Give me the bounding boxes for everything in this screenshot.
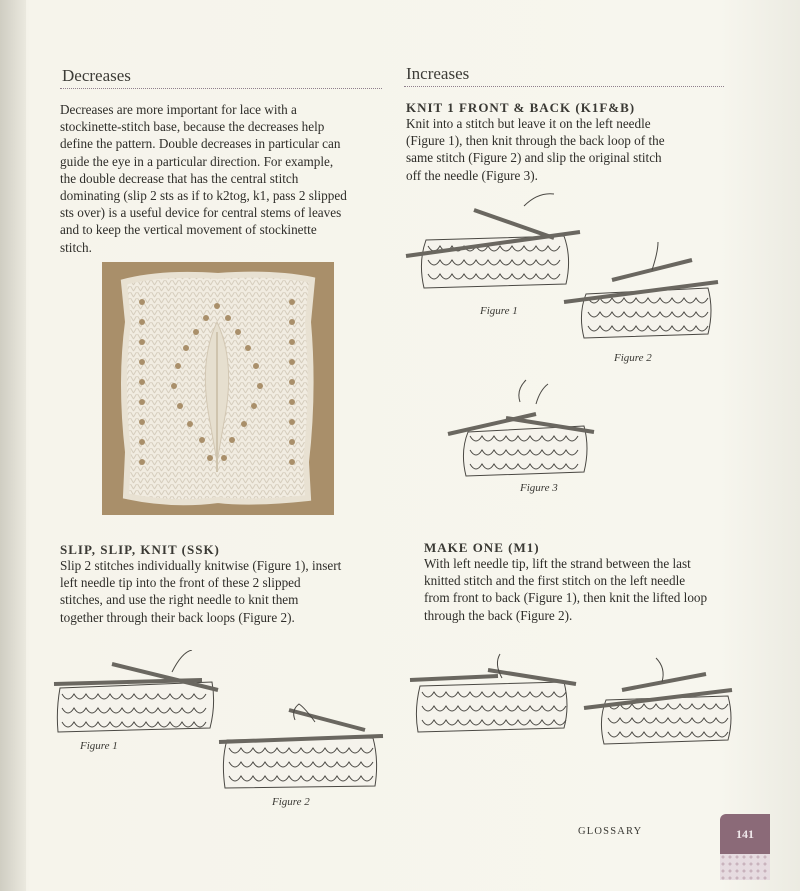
kfb-line: Knit into a stitch but leave it on the left needle (406, 116, 651, 131)
m1-paragraph (424, 555, 707, 624)
m1-line: knitted stitch and the first stitch on the left needle (424, 573, 686, 589)
decreases-line: dominating (slip 2 sts as if to k2tog, k1, pass 2 slipped (60, 188, 347, 204)
kfb-line: (Figure 1), then knit through the back loop of the (406, 133, 665, 149)
ssk-figure-2-illustration (215, 700, 387, 790)
decreases-divider (60, 88, 382, 89)
ssk-figure-2-caption: Figure 2 (272, 796, 310, 808)
decreases-line: stitch. (60, 239, 92, 255)
decreases-line: and to keep the vertical movement of stockinette (60, 222, 317, 238)
decreases-line: the double decrease that has the central stitch (60, 170, 299, 186)
kfb-figure-2-illustration (562, 240, 722, 340)
ssk-figure-1-caption: Figure 1 (80, 740, 118, 752)
kfb-figure-3-illustration (446, 378, 596, 478)
kfb-paragraph (406, 115, 665, 184)
kfb-line: off the needle (Figure 3). (406, 167, 538, 183)
decreases-line: define the pattern. Double decreases in particular can (60, 136, 341, 152)
lace-swatch-image (102, 262, 334, 515)
increases-heading: Increases (406, 64, 470, 83)
m1-line: With left needle tip, lift the strand between the last (424, 556, 691, 571)
footer-section-label: GLOSSARY (578, 826, 643, 837)
decreases-line: Decreases are more important for lace with a (60, 102, 297, 117)
increases-divider (404, 86, 724, 87)
m1-line: from front to back (Figure 1), then knit the lifted loop (424, 590, 708, 606)
ssk-line: Slip 2 stitches individually knitwise (Figure 1), insert (60, 558, 342, 573)
decreases-line: stockinette-stitch base, because the decreases help (60, 119, 325, 135)
ssk-title: SLIP, SLIP, KNIT (SSK) (60, 542, 220, 557)
page-badge-pattern (720, 854, 770, 880)
decreases-heading: Decreases (62, 66, 131, 85)
ssk-line: stitches, and use the right needle to knit them (60, 592, 299, 608)
m1-figure-2-illustration (582, 656, 742, 746)
kfb-figure-2-caption: Figure 2 (614, 352, 652, 364)
kfb-line: same stitch (Figure 2) and slip the original stitch (406, 150, 662, 166)
ssk-line: together through their back loops (Figure 2). (60, 609, 295, 625)
decreases-paragraph (60, 101, 347, 256)
lace-swatch-photo (102, 262, 334, 515)
ssk-paragraph (60, 557, 341, 626)
ssk-figure-1-illustration (52, 650, 220, 735)
kfb-figure-3-caption: Figure 3 (520, 482, 558, 494)
kfb-figure-1-illustration (404, 192, 584, 292)
kfb-title: KNIT 1 FRONT & BACK (K1F&B) (406, 100, 636, 115)
page-number-badge: 141 (720, 814, 770, 854)
kfb-figure-1-caption: Figure 1 (480, 305, 518, 317)
ssk-line: left needle tip into the front of these 2 slipped (60, 575, 301, 591)
decreases-line: sts over) is a useful device for central stems of leaves (60, 205, 342, 221)
decreases-line: guide the eye in a particular direction. For example, (60, 153, 334, 169)
page-gutter (0, 0, 26, 891)
m1-figure-1-illustration (408, 650, 578, 735)
m1-title: MAKE ONE (M1) (424, 540, 540, 555)
m1-line: through the back (Figure 2). (424, 607, 573, 623)
